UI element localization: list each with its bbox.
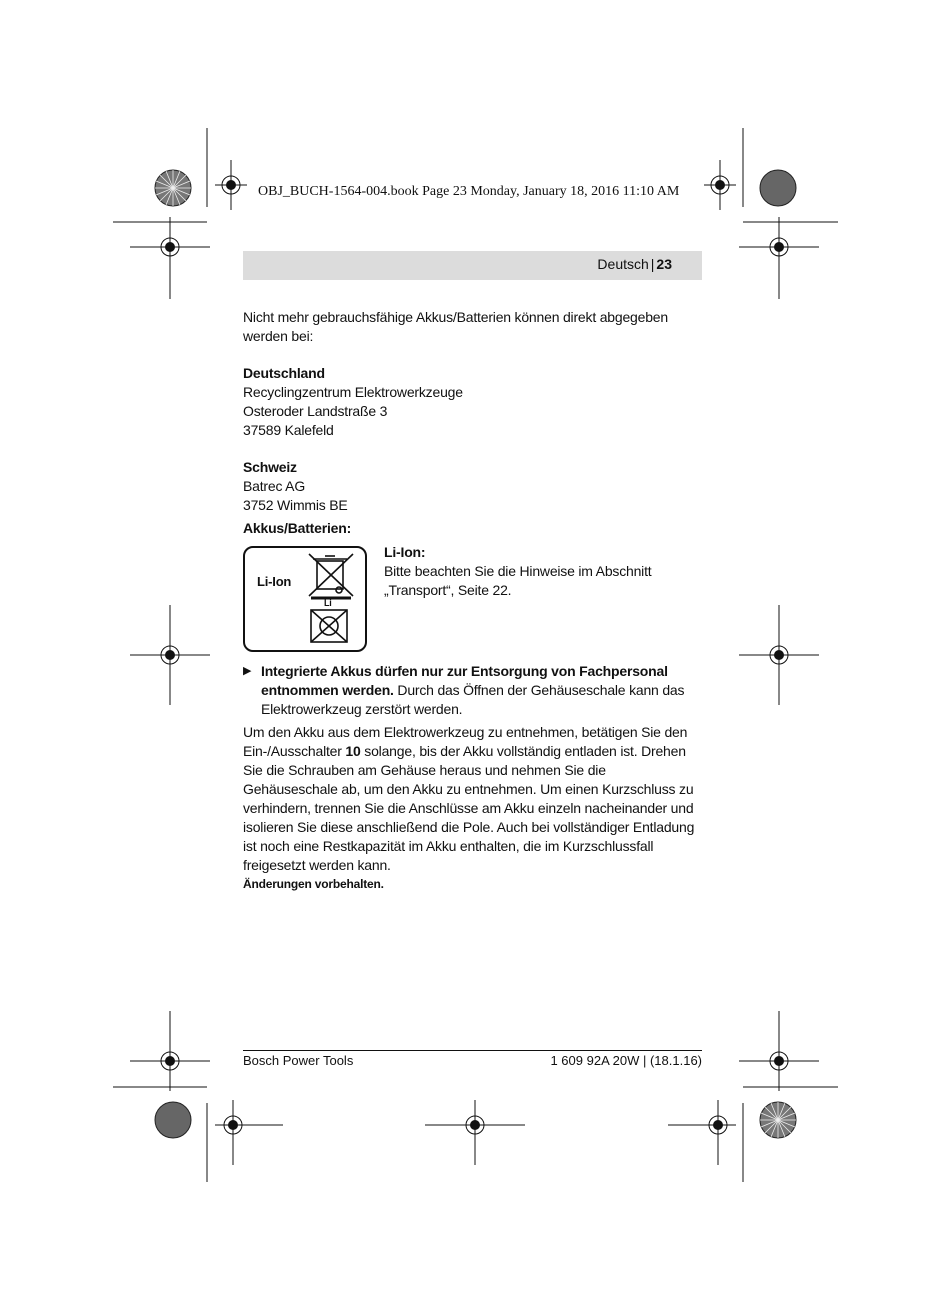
li-ion-disposal-icon	[243, 546, 367, 652]
star-target-bottom-right	[760, 1102, 796, 1138]
germany-address-line3: 37589 Kalefeld	[243, 422, 334, 438]
header-separator: |	[650, 256, 655, 272]
germany-heading: Deutschland	[243, 365, 325, 381]
batteries-heading: Akkus/Batterien:	[243, 520, 352, 536]
gray-target-bottom-left	[155, 1102, 191, 1138]
crossed-bin-icon	[245, 548, 365, 650]
bullet-arrow-icon: ▶	[243, 665, 252, 677]
switzerland-address-line1: Batrec AG	[243, 478, 306, 494]
page-content	[243, 308, 702, 894]
component-reference: 10	[345, 743, 361, 759]
instructions-paragraph	[243, 723, 702, 875]
germany-address-line2: Osteroder Landstraße 3	[243, 403, 388, 419]
footer-rule	[243, 1050, 702, 1051]
instructions-text-2: solange, bis der Akku vollständig entladen ist. Drehen Sie die Schrauben am Gehäuse heraus und nehmen Sie die Gehäuseschale ab, um den Akku zu entnehmen. Um einen Kurzschluss zu verhindern, trennen Sie die Anschlüsse am Akku einzeln nacheinander und isolieren Sie diese anschließend die Pole. Auch bei vollständiger Entladung ist noch eine Restkapazität im Akku enthalten, die im Kurzschlussfall freigesetzt werden kann.	[243, 743, 695, 873]
switzerland-address-line2: 3752 Wimmis BE	[243, 497, 348, 513]
switzerland-heading: Schweiz	[243, 459, 297, 475]
gray-target-top-right	[760, 170, 796, 206]
print-info-line: OBJ_BUCH-1564-004.book Page 23 Monday, January 18, 2016 11:10 AM	[258, 184, 680, 199]
intro-paragraph: Nicht mehr gebrauchsfähige Akkus/Batterien können direkt abgegeben werden bei:	[243, 309, 668, 344]
warning-item	[243, 662, 702, 719]
instructions-text-1: Um den Akku aus dem Elektrowerkzeug zu entnehmen, betätigen Sie den Ein-/Ausschalter	[243, 724, 688, 759]
page-number: 23	[656, 256, 672, 272]
warning-bold-text: Integrierte Akkus dürfen nur zur Entsorgung von Fachpersonal entnommen werden.	[261, 663, 668, 698]
changes-note: Änderungen vorbehalten.	[243, 877, 384, 891]
warning-text: Durch das Öffnen der Gehäuseschale kann das Elektrowerkzeug zerstört werden.	[261, 682, 685, 717]
li-icon-sublabel: Li	[324, 598, 332, 608]
li-ion-text: Bitte beachten Sie die Hinweise im Abschnitt „Transport“, Seite 22.	[384, 563, 652, 598]
li-ion-icon-label: Li-Ion	[257, 574, 292, 589]
li-ion-heading: Li-Ion:	[384, 544, 426, 560]
header-language: Deutsch	[597, 256, 649, 272]
star-target-top-left	[155, 170, 191, 206]
germany-address-line1: Recyclingzentrum Elektrowerkzeuge	[243, 384, 463, 400]
footer-brand: Bosch Power Tools	[243, 1053, 354, 1068]
li-ion-section	[243, 546, 702, 652]
page-header	[243, 251, 702, 280]
footer-doc-number: 1 609 92A 20W | (18.1.16)	[550, 1053, 702, 1068]
